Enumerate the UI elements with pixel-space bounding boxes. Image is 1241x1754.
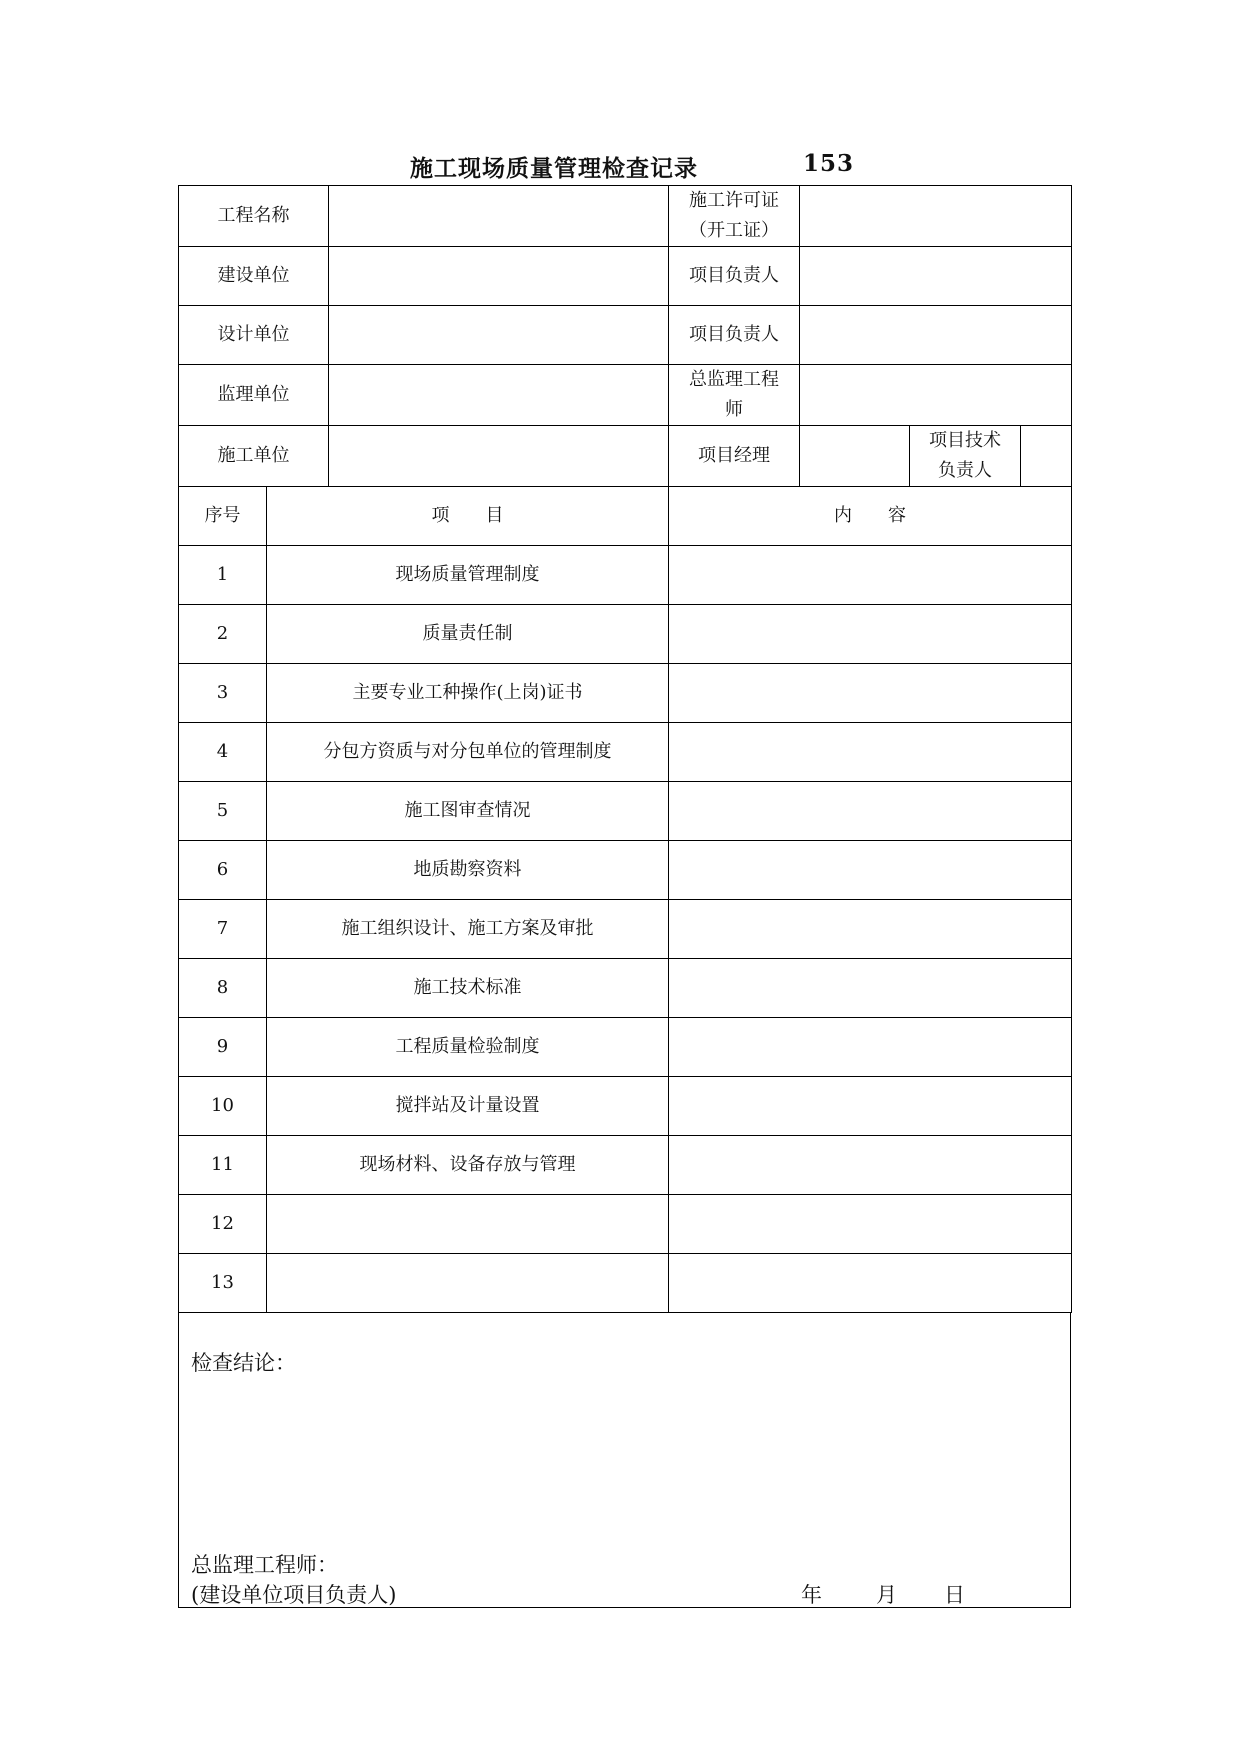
label-permit-line2: （开工证） xyxy=(689,220,779,241)
title-text: 施工现场质量管理检查记录 xyxy=(410,155,698,182)
row-content-field[interactable] xyxy=(669,723,1072,782)
row-seq: 12 xyxy=(179,1195,267,1254)
table-row xyxy=(179,782,1072,841)
row-seq: 9 xyxy=(179,1018,267,1077)
row-item-field[interactable] xyxy=(267,1195,669,1254)
column-header-seq: 序号 xyxy=(179,487,267,546)
chief-supervisor-signature-label: 总监理工程师： xyxy=(191,1553,338,1577)
title-number: 153 xyxy=(803,150,855,177)
row-content-field[interactable] xyxy=(669,959,1072,1018)
row-seq: 2 xyxy=(179,605,267,664)
row-builder xyxy=(179,247,1072,306)
row-content-field[interactable] xyxy=(669,1195,1072,1254)
field-builder[interactable] xyxy=(329,247,669,306)
row-item: 地质勘察资料 xyxy=(267,841,669,900)
row-content-field[interactable] xyxy=(669,664,1072,723)
row-content-field[interactable] xyxy=(669,546,1072,605)
label-tech-lead xyxy=(910,426,1021,487)
builder-manager-signature-label: (建设单位项目负责人) xyxy=(191,1583,397,1607)
label-builder-manager: 项目负责人 xyxy=(669,247,800,306)
row-seq: 8 xyxy=(179,959,267,1018)
label-supervisor: 监理单位 xyxy=(179,365,329,426)
row-item: 主要专业工种操作(上岗)证书 xyxy=(267,664,669,723)
table-row xyxy=(179,605,1072,664)
field-project-manager[interactable] xyxy=(800,426,910,487)
label-designer-manager: 项目负责人 xyxy=(669,306,800,365)
conclusion-section[interactable] xyxy=(178,1313,1071,1608)
row-seq: 3 xyxy=(179,664,267,723)
form-table xyxy=(178,185,1072,1313)
row-seq: 5 xyxy=(179,782,267,841)
column-header-row xyxy=(179,487,1072,546)
label-chief-supervisor-line1: 总监理工程 xyxy=(689,369,779,390)
label-contractor: 施工单位 xyxy=(179,426,329,487)
field-supervisor[interactable] xyxy=(329,365,669,426)
column-header-content: 内 容 xyxy=(669,487,1072,546)
label-tech-lead-line2: 负责人 xyxy=(938,460,992,481)
date-month-label: 月 xyxy=(876,1583,897,1607)
field-builder-manager[interactable] xyxy=(800,247,1072,306)
table-row xyxy=(179,723,1072,782)
row-item: 施工图审查情况 xyxy=(267,782,669,841)
table-row xyxy=(179,1195,1072,1254)
row-seq: 4 xyxy=(179,723,267,782)
field-contractor[interactable] xyxy=(329,426,669,487)
table-row xyxy=(179,1018,1072,1077)
row-content-field[interactable] xyxy=(669,605,1072,664)
label-permit xyxy=(669,186,800,247)
table-row xyxy=(179,900,1072,959)
label-designer: 设计单位 xyxy=(179,306,329,365)
row-seq: 7 xyxy=(179,900,267,959)
row-content-field[interactable] xyxy=(669,900,1072,959)
row-seq: 6 xyxy=(179,841,267,900)
label-project-manager: 项目经理 xyxy=(669,426,800,487)
table-row xyxy=(179,1077,1072,1136)
table-row xyxy=(179,1254,1072,1313)
field-tech-lead[interactable] xyxy=(1021,426,1072,487)
row-item-field[interactable] xyxy=(267,1254,669,1313)
row-item: 施工组织设计、施工方案及审批 xyxy=(267,900,669,959)
row-item: 现场材料、设备存放与管理 xyxy=(267,1136,669,1195)
row-content-field[interactable] xyxy=(669,1136,1072,1195)
label-tech-lead-line1: 项目技术 xyxy=(929,430,1001,451)
row-item: 质量责任制 xyxy=(267,605,669,664)
row-item: 施工技术标准 xyxy=(267,959,669,1018)
row-designer xyxy=(179,306,1072,365)
row-seq: 10 xyxy=(179,1077,267,1136)
conclusion-label: 检查结论： xyxy=(191,1351,296,1375)
quality-inspection-form xyxy=(178,185,1071,1608)
date-day-label: 日 xyxy=(944,1583,965,1607)
row-content-field[interactable] xyxy=(669,1077,1072,1136)
row-content-field[interactable] xyxy=(669,1018,1072,1077)
row-item: 分包方资质与对分包单位的管理制度 xyxy=(267,723,669,782)
row-content-field[interactable] xyxy=(669,782,1072,841)
field-chief-supervisor[interactable] xyxy=(800,365,1072,426)
row-item: 工程质量检验制度 xyxy=(267,1018,669,1077)
field-permit[interactable] xyxy=(800,186,1072,247)
row-seq: 13 xyxy=(179,1254,267,1313)
label-builder: 建设单位 xyxy=(179,247,329,306)
table-row xyxy=(179,546,1072,605)
label-chief-supervisor xyxy=(669,365,800,426)
row-item: 现场质量管理制度 xyxy=(267,546,669,605)
row-supervisor xyxy=(179,365,1072,426)
page-title xyxy=(410,150,855,183)
row-project-name xyxy=(179,186,1072,247)
table-row xyxy=(179,664,1072,723)
row-contractor xyxy=(179,426,1072,487)
date-year-label: 年 xyxy=(801,1583,822,1607)
column-header-item: 项 目 xyxy=(267,487,669,546)
label-project-name: 工程名称 xyxy=(179,186,329,247)
row-item: 搅拌站及计量设置 xyxy=(267,1077,669,1136)
table-row xyxy=(179,841,1072,900)
field-project-name[interactable] xyxy=(329,186,669,247)
field-designer-manager[interactable] xyxy=(800,306,1072,365)
table-row xyxy=(179,959,1072,1018)
row-seq: 11 xyxy=(179,1136,267,1195)
field-designer[interactable] xyxy=(329,306,669,365)
row-content-field[interactable] xyxy=(669,1254,1072,1313)
label-chief-supervisor-line2: 师 xyxy=(725,399,743,420)
row-seq: 1 xyxy=(179,546,267,605)
label-permit-line1: 施工许可证 xyxy=(689,190,779,211)
row-content-field[interactable] xyxy=(669,841,1072,900)
table-row xyxy=(179,1136,1072,1195)
